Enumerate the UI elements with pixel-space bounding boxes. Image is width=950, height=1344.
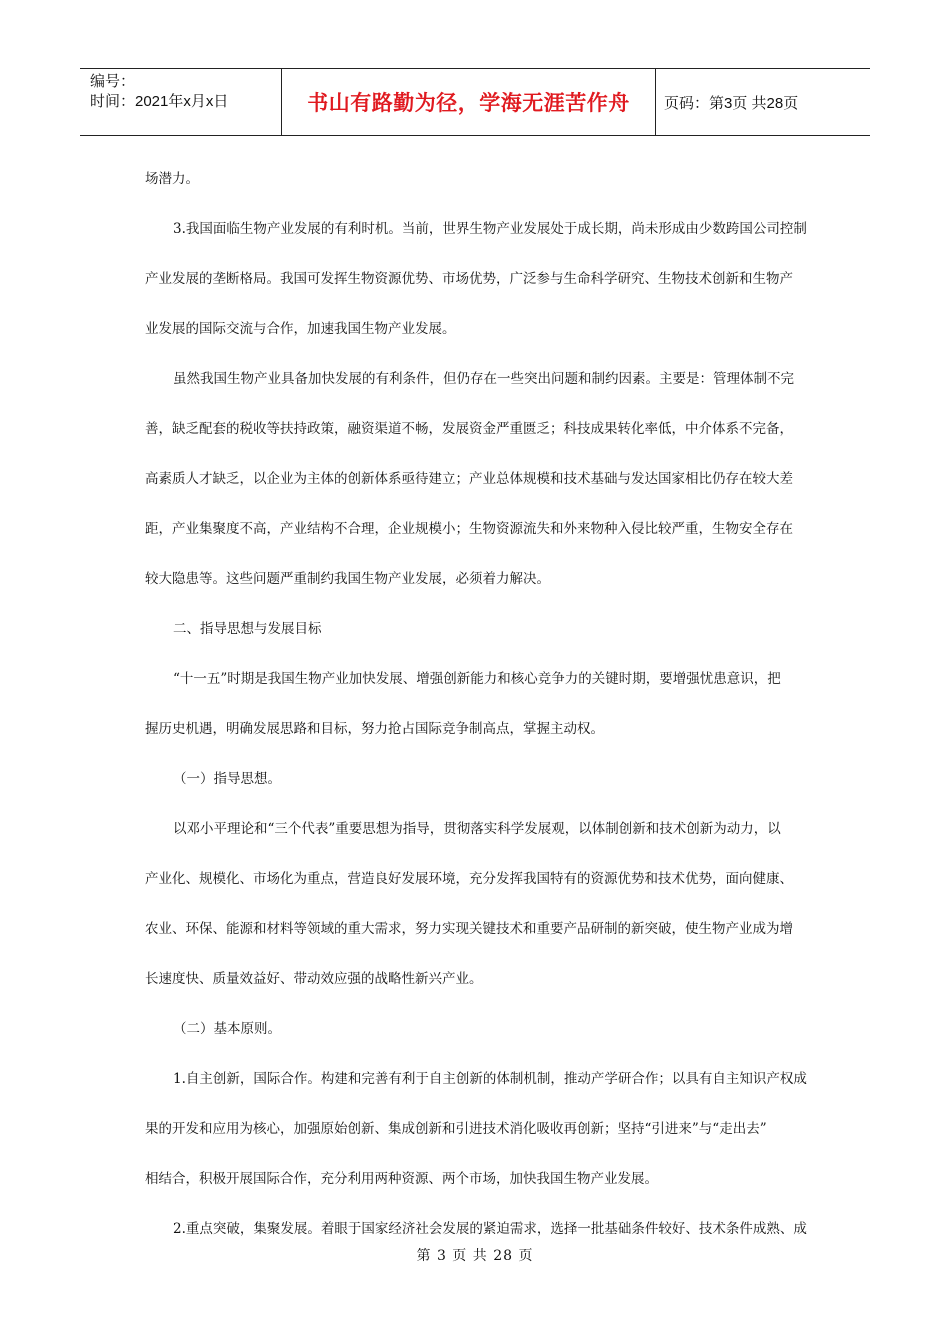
text-line: 握历史机遇，明确发展思路和目标，努力抢占国际竞争制高点，掌握主动权。: [145, 721, 604, 737]
text-line: 长速度快、质量效益好、带动效应强的战略性新兴产业。: [145, 971, 483, 987]
header-meta: [80, 69, 282, 135]
text-line: 3.我国面临生物产业发展的有利时机。当前，世界生物产业发展处于成长期，尚未形成由少数跨国公司控制: [173, 221, 807, 237]
number-label: 编号：: [90, 73, 136, 90]
text-line: 农业、环保、能源和材料等领域的重大需求，努力实现关键技术和重要产品研制的新突破，使生物产业成为增: [145, 921, 793, 937]
text-line: 虽然我国生物产业具备加快发展的有利条件，但仍存在一些突出问题和制约因素。主要是：管理体制不完: [173, 371, 794, 387]
section-heading: 二、指导思想与发展目标: [173, 621, 322, 637]
text-line: 高素质人才缺乏，以企业为主体的创新体系亟待建立；产业总体规模和技术基础与发达国家相比仍存在较大差: [145, 471, 793, 487]
text-line: 业发展的国际交流与合作，加速我国生物产业发展。: [145, 321, 456, 337]
text-line: 以邓小平理论和“三个代表”重要思想为指导，贯彻落实科学发展观，以体制创新和技术创新为动力，以: [173, 821, 781, 837]
document-body: [145, 154, 810, 1254]
text-line: 场潜力。: [145, 171, 199, 187]
text-line: 较大隐患等。这些问题严重制约我国生物产业发展，必须着力解决。: [145, 571, 550, 587]
subsection-heading: （二）基本原则。: [173, 1021, 281, 1037]
text-line: 果的开发和应用为核心，加强原始创新、集成创新和引进技术消化吸收再创新；坚持“引进来”与“走出去”: [145, 1121, 767, 1137]
text-line: 相结合，积极开展国际合作，充分利用两种资源、两个市场，加快我国生物产业发展。: [145, 1171, 658, 1187]
page-header: [80, 68, 870, 136]
subsection-heading: （一）指导思想。: [173, 771, 281, 787]
text-line: “十一五”时期是我国生物产业加快发展、增强创新能力和核心竞争力的关键时期，要增强忧患意识，把: [173, 671, 781, 687]
header-motto: 书山有路勤为径，学海无涯苦作舟: [282, 69, 656, 135]
date-label: 时间：2021年x月x日: [90, 93, 229, 110]
header-page-label: 页码：第3页 共28页: [664, 94, 799, 112]
text-line: 产业化、规模化、市场化为重点，营造良好发展环境，充分发挥我国特有的资源优势和技术优势，面向健康、: [145, 871, 793, 887]
text-line: 距，产业集聚度不高，产业结构不合理，企业规模小；生物资源流失和外来物种入侵比较严重，生物安全存在: [145, 521, 793, 537]
text-line: 2.重点突破，集聚发展。着眼于国家经济社会发展的紧迫需求，选择一批基础条件较好、技术条件成熟、成: [173, 1221, 807, 1237]
text-line: 产业发展的垄断格局。我国可发挥生物资源优势、市场优势，广泛参与生命科学研究、生物技术创新和生物产: [145, 271, 793, 287]
page-footer: 第 3 页 共 28 页: [416, 1248, 534, 1264]
text-line: 善，缺乏配套的税收等扶持政策，融资渠道不畅，发展资金严重匮乏；科技成果转化率低，中介体系不完备，: [145, 421, 793, 437]
text-line: 1.自主创新，国际合作。构建和完善有利于自主创新的体制机制，推动产学研合作；以具有自主知识产权成: [173, 1071, 807, 1087]
